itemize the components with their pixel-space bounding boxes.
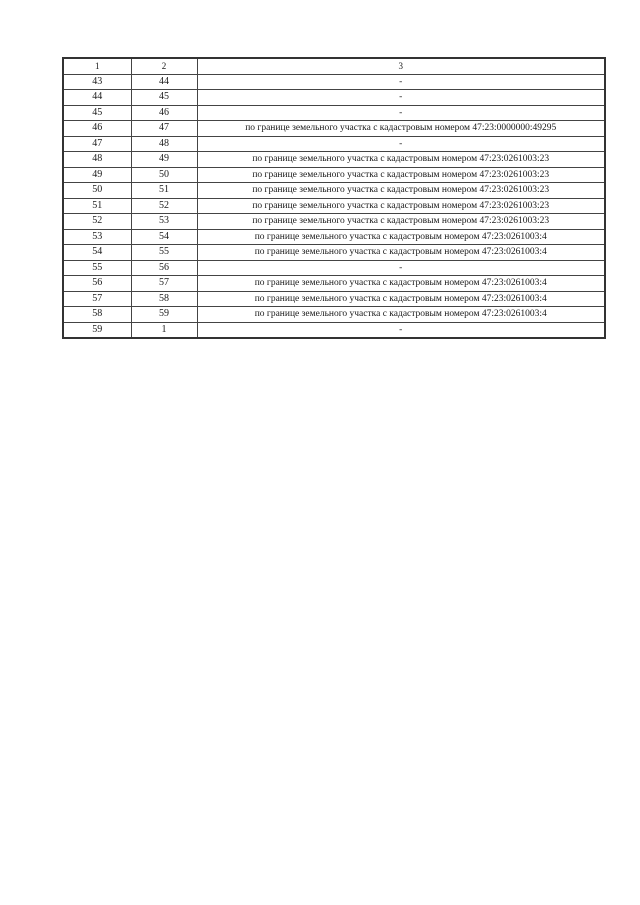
table-row	[63, 229, 605, 245]
description-cell: по границе земельного участка с кадастровым номером 47:23:0000000:49295	[197, 121, 605, 137]
table-row	[63, 307, 605, 323]
point-to-cell: 47	[131, 121, 197, 137]
header-cell-1: 1	[63, 58, 131, 74]
point-from-cell: 53	[63, 229, 131, 245]
table-body	[63, 74, 605, 338]
point-to-cell: 58	[131, 291, 197, 307]
point-to-cell: 49	[131, 152, 197, 168]
point-from-cell: 47	[63, 136, 131, 152]
point-from-cell: 58	[63, 307, 131, 323]
point-from-cell: 56	[63, 276, 131, 292]
point-to-cell: 57	[131, 276, 197, 292]
description-cell: -	[197, 322, 605, 338]
point-from-cell: 49	[63, 167, 131, 183]
description-cell: -	[197, 136, 605, 152]
boundary-table	[62, 57, 606, 339]
point-to-cell: 52	[131, 198, 197, 214]
point-from-cell: 52	[63, 214, 131, 230]
point-from-cell: 59	[63, 322, 131, 338]
point-from-cell: 45	[63, 105, 131, 121]
table-row	[63, 167, 605, 183]
point-to-cell: 53	[131, 214, 197, 230]
point-to-cell: 46	[131, 105, 197, 121]
table-row	[63, 136, 605, 152]
point-to-cell: 48	[131, 136, 197, 152]
description-cell: по границе земельного участка с кадастровым номером 47:23:0261003:23	[197, 152, 605, 168]
table-row	[63, 276, 605, 292]
table-row	[63, 105, 605, 121]
description-cell: -	[197, 260, 605, 276]
table-row	[63, 152, 605, 168]
point-from-cell: 43	[63, 74, 131, 90]
description-cell: по границе земельного участка с кадастровым номером 47:23:0261003:4	[197, 245, 605, 261]
table-row	[63, 90, 605, 106]
description-cell: -	[197, 74, 605, 90]
point-from-cell: 51	[63, 198, 131, 214]
point-from-cell: 55	[63, 260, 131, 276]
description-cell: по границе земельного участка с кадастровым номером 47:23:0261003:23	[197, 214, 605, 230]
description-cell: по границе земельного участка с кадастровым номером 47:23:0261003:23	[197, 183, 605, 199]
point-from-cell: 44	[63, 90, 131, 106]
table-row	[63, 198, 605, 214]
point-to-cell: 45	[131, 90, 197, 106]
description-cell: -	[197, 105, 605, 121]
description-cell: по границе земельного участка с кадастровым номером 47:23:0261003:4	[197, 276, 605, 292]
point-to-cell: 56	[131, 260, 197, 276]
table-row	[63, 121, 605, 137]
description-cell: по границе земельного участка с кадастровым номером 47:23:0261003:23	[197, 167, 605, 183]
point-to-cell: 50	[131, 167, 197, 183]
point-from-cell: 48	[63, 152, 131, 168]
point-to-cell: 44	[131, 74, 197, 90]
table-row	[63, 245, 605, 261]
header-row	[63, 58, 605, 74]
table-row	[63, 183, 605, 199]
description-cell: по границе земельного участка с кадастровым номером 47:23:0261003:4	[197, 307, 605, 323]
description-cell: по границе земельного участка с кадастровым номером 47:23:0261003:4	[197, 229, 605, 245]
description-cell: по границе земельного участка с кадастровым номером 47:23:0261003:4	[197, 291, 605, 307]
table-row	[63, 322, 605, 338]
point-from-cell: 57	[63, 291, 131, 307]
table-row	[63, 214, 605, 230]
header-cell-2: 2	[131, 58, 197, 74]
point-from-cell: 54	[63, 245, 131, 261]
point-to-cell: 54	[131, 229, 197, 245]
point-from-cell: 46	[63, 121, 131, 137]
point-from-cell: 50	[63, 183, 131, 199]
point-to-cell: 51	[131, 183, 197, 199]
header-cell-3: 3	[197, 58, 605, 74]
table-row	[63, 260, 605, 276]
table-row	[63, 74, 605, 90]
point-to-cell: 1	[131, 322, 197, 338]
point-to-cell: 55	[131, 245, 197, 261]
description-cell: по границе земельного участка с кадастровым номером 47:23:0261003:23	[197, 198, 605, 214]
description-cell: -	[197, 90, 605, 106]
table-header	[63, 58, 605, 74]
point-to-cell: 59	[131, 307, 197, 323]
table-row	[63, 291, 605, 307]
